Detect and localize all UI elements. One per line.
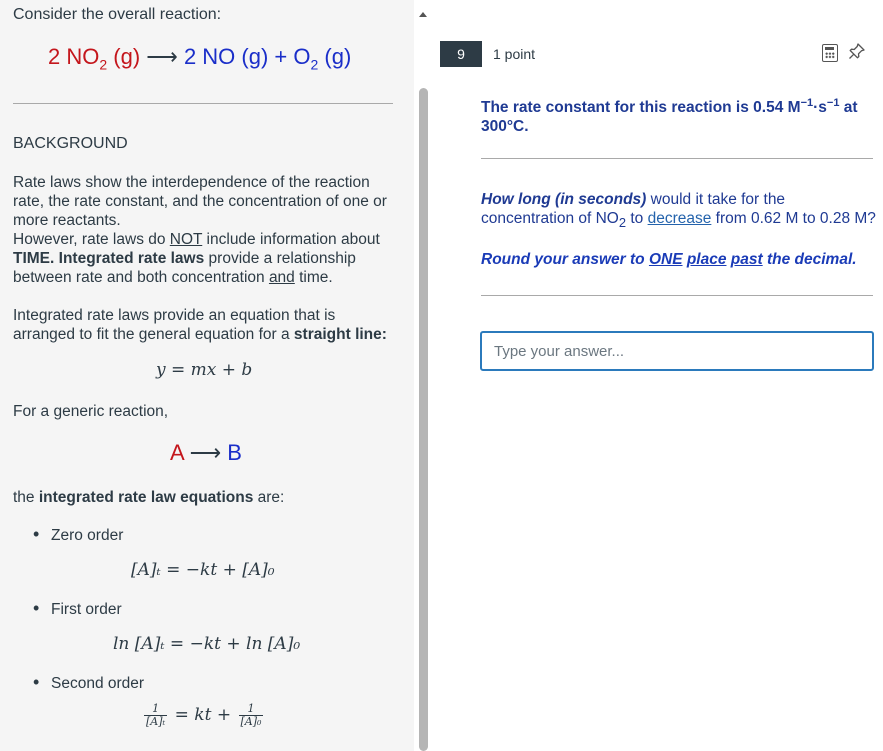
reading-pane (0, 0, 414, 751)
generic-reaction: A ⟶ B (170, 440, 242, 465)
question-text: How long (in seconds) would it take for the concentration of $NO_2$ to decrease from 0.62 M to 0.28 M? (481, 191, 876, 231)
straight-line-equation: y = mx + b (156, 360, 253, 380)
zero-order-equation: [A]ₜ = −kt + [A]₀ (131, 560, 275, 580)
answer-input[interactable] (480, 331, 874, 371)
decrease-link[interactable]: decrease (647, 210, 712, 227)
scroll-up-arrow[interactable] (419, 12, 427, 17)
reaction-heading: Consider the overall reaction: (13, 6, 222, 23)
background-title: BACKGROUND (13, 135, 128, 152)
list-item: • Zero order (33, 524, 124, 544)
background-paragraph: Rate laws show the interdependence of the reaction rate, the rate constant, and the concentration of one or more reactants. However, rate laws do NOT include information about TIME. Integrated rate laws provide a relationship between rate and both concentration and time. (13, 174, 387, 286)
list-item: • First order (33, 598, 122, 618)
calculator-icon[interactable] (822, 44, 838, 62)
scrollbar-thumb[interactable] (419, 88, 428, 751)
divider (481, 158, 873, 159)
divider (481, 295, 873, 296)
rate-constant-text: The rate constant for this reaction is 0.54 $M^{-1}\cdot s^{-1}$ at 300°C. (481, 97, 858, 136)
generic-reaction-text: For a generic reaction, (13, 403, 169, 420)
overall-reaction: 2 $NO_2$ (g) ⟶ 2 NO $(g) + O_2$ (g) (48, 44, 352, 73)
integrated-paragraph: Integrated rate laws provide an equation that is arranged to fit the general equation for a straight line: (13, 307, 387, 343)
second-order-equation: $\frac{1}{\text{[A]ₜ}}$ = kt + $\frac{1}{\text{[A]₀}}$ (146, 702, 262, 728)
list-item: • Second order (33, 672, 145, 692)
rounding-instruction: Round your answer to ONE place past the decimal. (481, 251, 857, 268)
irl-intro: the integrated rate law equations are: (13, 489, 285, 506)
first-order-equation: ln [A]ₜ = −kt + ln [A]₀ (113, 634, 301, 654)
question-points: 1 point (493, 46, 536, 62)
question-number: 9 (440, 41, 482, 67)
divider (13, 103, 393, 104)
pin-icon[interactable] (848, 42, 866, 60)
